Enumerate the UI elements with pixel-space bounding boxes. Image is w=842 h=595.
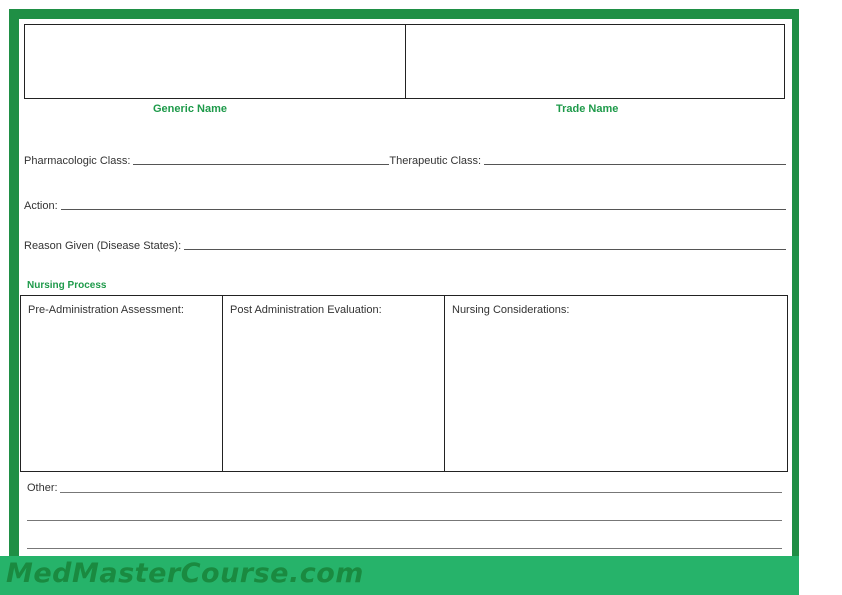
generic-name-label: Generic Name xyxy=(153,103,227,115)
action-line xyxy=(61,209,786,210)
pharm-class-label: Pharmacologic Class: xyxy=(24,155,131,167)
other-line-1 xyxy=(27,492,782,493)
brand-logo-text: MedMasterCourse.com xyxy=(6,558,364,589)
pharm-class-line xyxy=(133,164,389,165)
name-box-divider xyxy=(405,25,406,98)
class-row xyxy=(24,155,786,167)
post-admin-label: Post Administration Evaluation: xyxy=(230,304,382,316)
trade-name-label: Trade Name xyxy=(556,103,619,115)
post-admin-column xyxy=(222,296,444,471)
name-box xyxy=(24,24,785,99)
action-row xyxy=(24,200,786,212)
other-line-2 xyxy=(27,520,782,521)
pre-admin-label: Pre-Administration Assessment: xyxy=(28,304,184,316)
reason-label: Reason Given (Disease States): xyxy=(24,240,182,252)
thera-class-line xyxy=(484,164,786,165)
other-label: Other: xyxy=(27,482,58,494)
considerations-column xyxy=(444,296,787,471)
action-label: Action: xyxy=(24,200,58,212)
considerations-label: Nursing Considerations: xyxy=(452,304,570,316)
pre-admin-column xyxy=(21,296,222,471)
nursing-process-title: Nursing Process xyxy=(27,280,107,291)
reason-row xyxy=(24,240,786,252)
thera-class-label: Therapeutic Class: xyxy=(389,155,482,167)
reason-line xyxy=(184,249,786,250)
nursing-process-table xyxy=(20,295,788,472)
other-line-3 xyxy=(27,548,782,549)
